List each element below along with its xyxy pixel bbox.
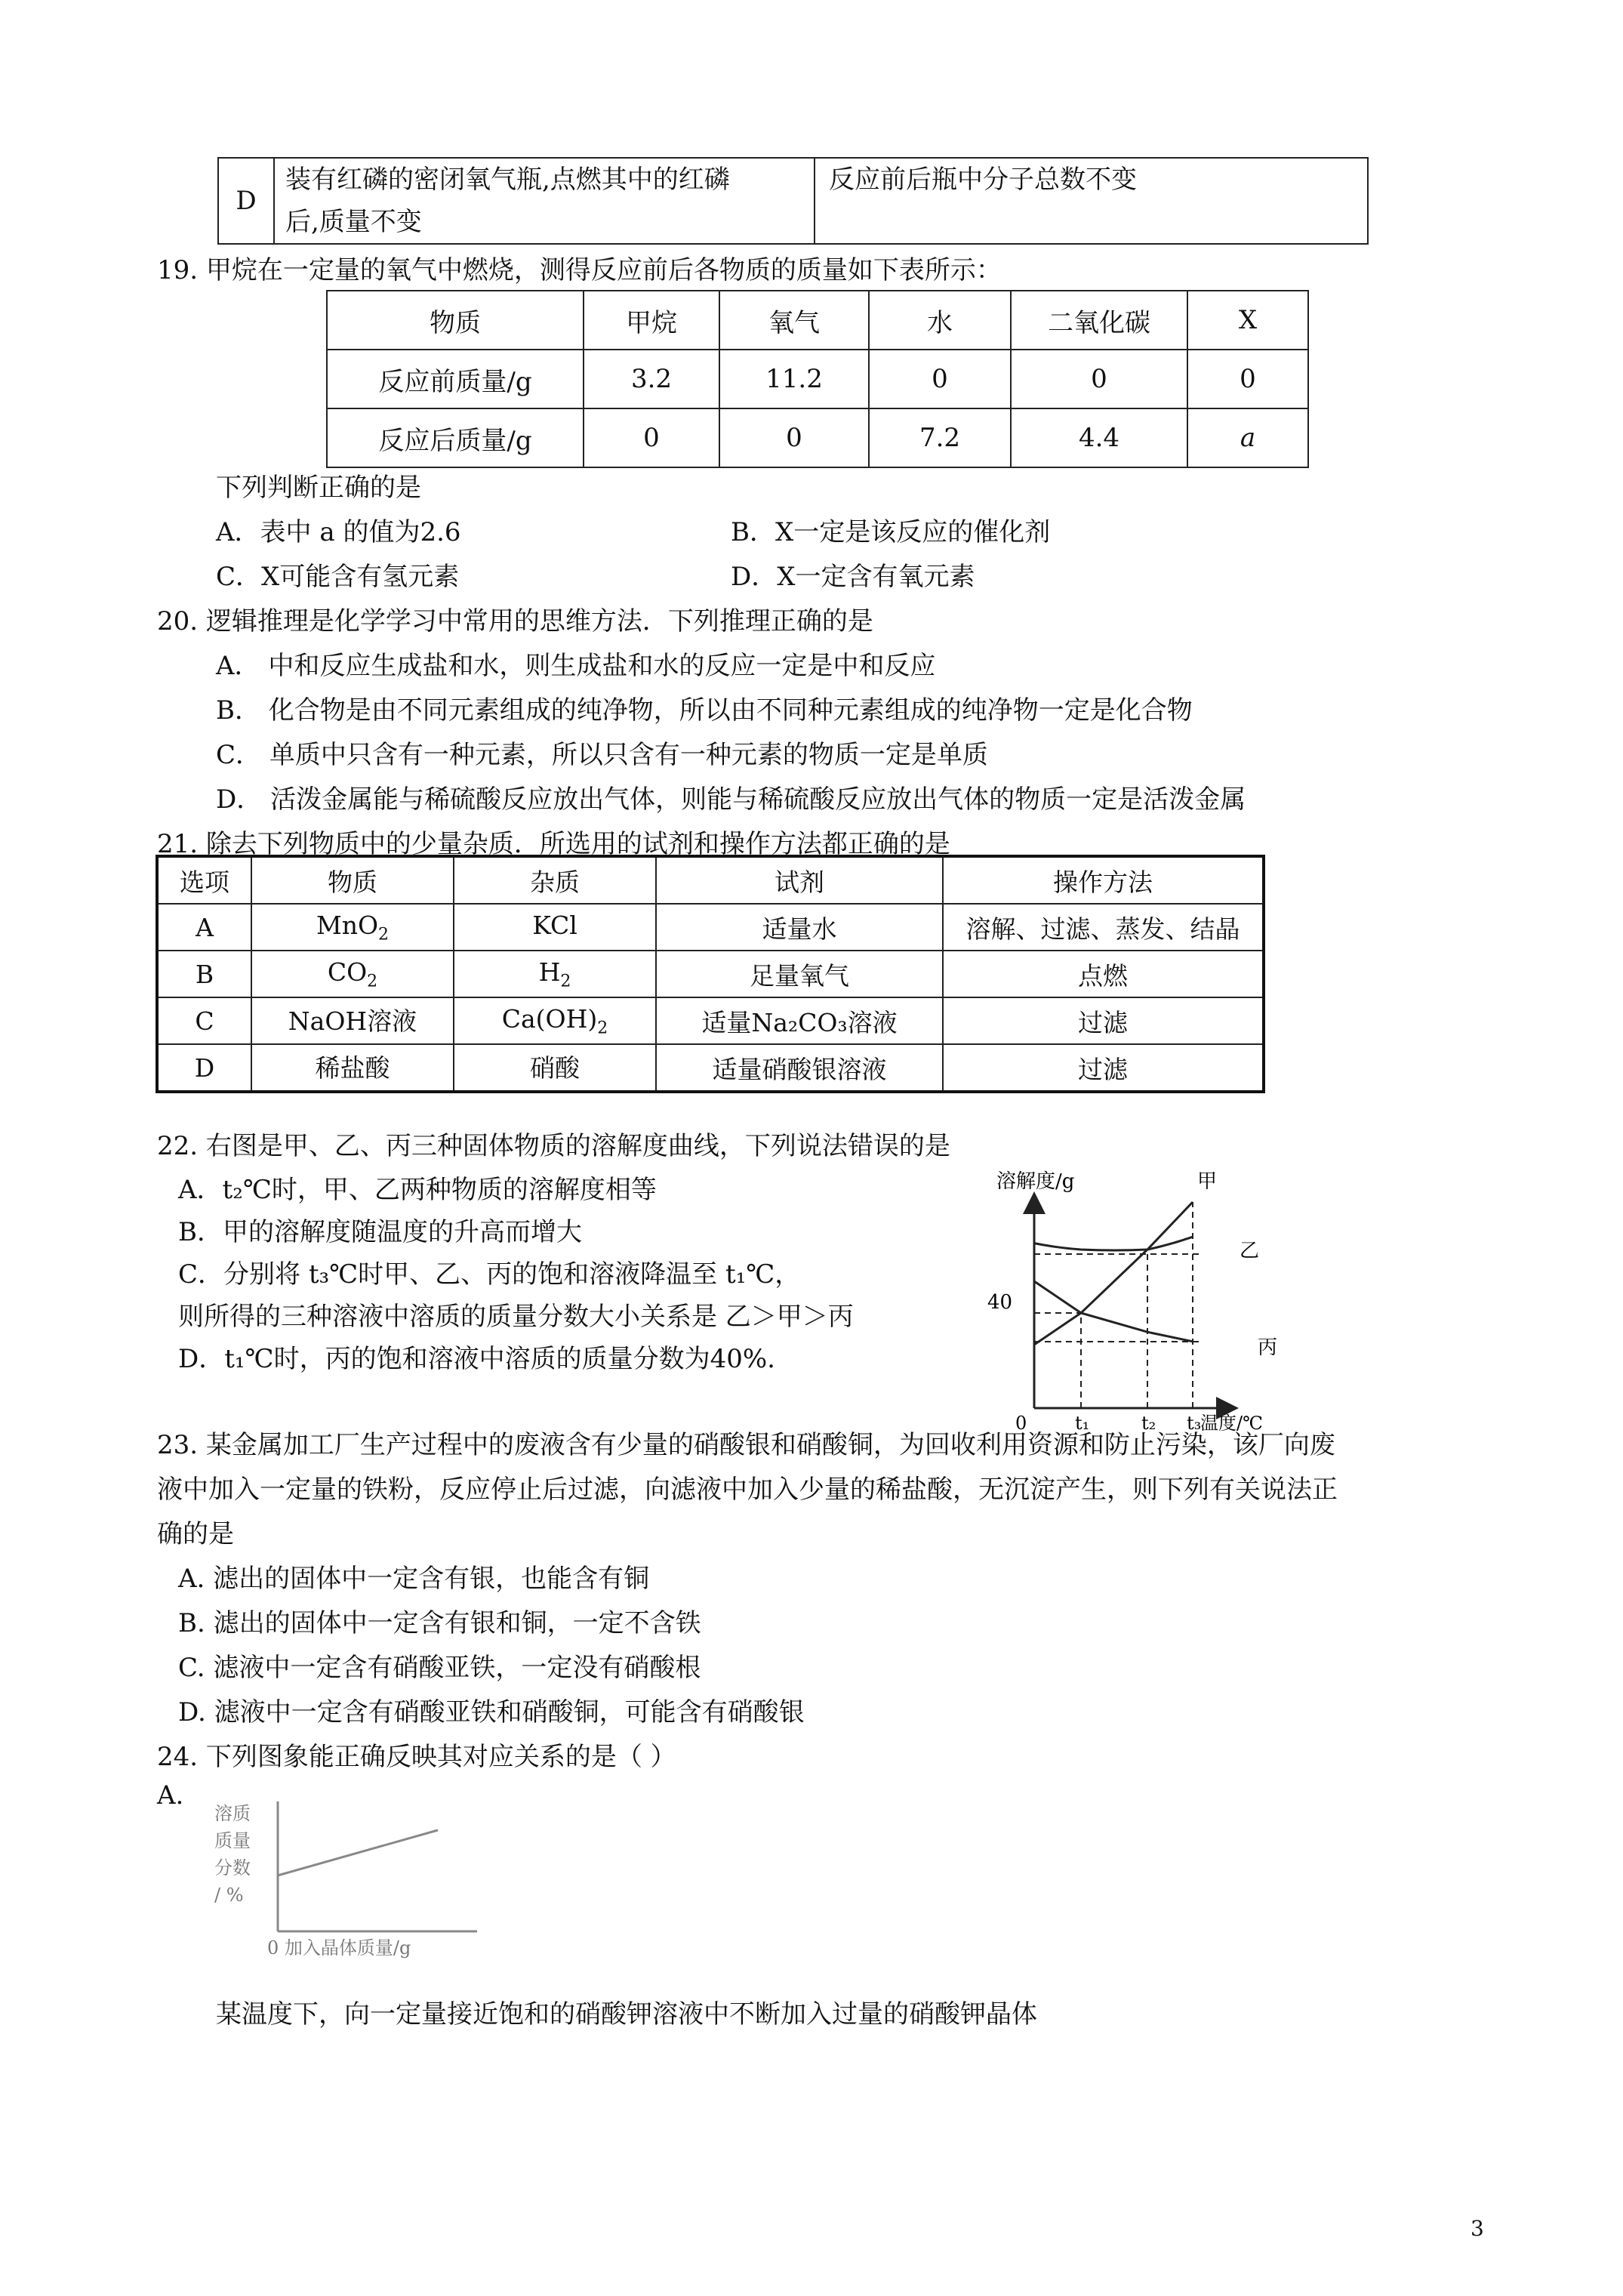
q24-caption: 某温度下，向一定量接近饱和的硝酸钾溶液中不断加入过量的硝酸钾晶体 <box>216 1999 1037 2029</box>
table-cell <box>251 904 454 951</box>
page-number: 3 <box>1471 2216 1484 2241</box>
formula-text: Ca(OH) <box>501 1003 598 1034</box>
table-row <box>157 997 1264 1044</box>
table-row <box>157 856 1264 904</box>
table-cell <box>454 951 656 997</box>
q21-stem: 21. 除去下列物质中的少量杂质．所选用的试剂和操作方法都正确的是 <box>157 829 950 859</box>
mass-fraction-chart <box>204 1795 506 1962</box>
table-cell <box>454 904 656 951</box>
table-header-cell: 氧气 <box>719 291 869 350</box>
table-cell: 0 <box>1011 350 1187 408</box>
y-axis-label: 溶解度/g <box>996 1170 1075 1193</box>
series-label: 乙 <box>1240 1240 1260 1262</box>
q23-option-a: A. 滤出的固体中一定含有银，也能含有铜 <box>178 1564 650 1594</box>
solubility-chart <box>974 1159 1306 1431</box>
formula-text: NaOH溶液 <box>288 1006 417 1036</box>
y-axis-label: / % <box>214 1885 244 1906</box>
formula-text: H <box>538 957 561 987</box>
table-header-cell: X <box>1187 291 1308 350</box>
table-row <box>327 350 1308 408</box>
q20-option-a: A． 中和反应生成盐和水，则生成盐和水的反应一定是中和反应 <box>216 651 936 681</box>
table-cell: 0 <box>1187 350 1308 408</box>
q22-option-b: B．甲的溶解度随温度的升高而增大 <box>178 1217 582 1247</box>
q19-option-d: D．X一定含有氧元素 <box>731 562 975 592</box>
table-cell: 3.2 <box>584 350 719 408</box>
formula-text: KCl <box>532 910 577 940</box>
table-header-cell: 操作方法 <box>943 856 1264 904</box>
x-tick-label: t₃ <box>1187 1413 1202 1431</box>
q20-option-c: C． 单质中只含有一种元素，所以只含有一种元素的物质一定是单质 <box>216 740 988 770</box>
table-cell: 点燃 <box>943 951 1264 997</box>
formula-subscript: 2 <box>597 1019 608 1038</box>
x-axis-label: 温度/℃ <box>1200 1413 1263 1431</box>
formula-subscript: 2 <box>378 925 390 945</box>
series-curve-2 <box>1034 1237 1193 1250</box>
table-cell: 4.4 <box>1011 408 1187 467</box>
table-cell: 0 <box>719 408 869 467</box>
q24-option-a: A. <box>157 1780 184 1811</box>
q19-option-a: A．表中 a 的值为2.6 <box>216 517 461 547</box>
q23-option-c: C. 滤液中一定含有硝酸亚铁，一定没有硝酸根 <box>178 1653 701 1683</box>
table-cell: 适量水 <box>656 904 943 951</box>
table-cell <box>454 997 656 1044</box>
table-cell <box>454 1044 656 1092</box>
formula-subscript: 2 <box>560 972 571 991</box>
q18-desc-line1: 装有红磷的密闭氧气瓶,点燃其中的红磷 <box>285 165 730 195</box>
table-header-cell: 甲烷 <box>584 291 719 350</box>
table-cell: 反应后质量/g <box>327 408 584 467</box>
table-cell: B <box>157 951 251 997</box>
y-axis-label: 质量 <box>214 1830 251 1851</box>
table-cell: a <box>1187 408 1308 467</box>
q19-option-b: B．X一定是该反应的催化剂 <box>731 517 1051 547</box>
table-cell <box>251 951 454 997</box>
q23-stem-line2: 液中加入一定量的铁粉，反应停止后过滤，向滤液中加入少量的稀盐酸，无沉淀产生，则下列有关说法正 <box>157 1475 1338 1505</box>
x-tick-label: t₁ <box>1075 1413 1090 1431</box>
table-cell: 适量硝酸银溶液 <box>656 1044 943 1092</box>
q21-table <box>156 855 1265 1093</box>
data-line <box>278 1830 438 1875</box>
table-cell: 溶解、过滤、蒸发、结晶 <box>943 904 1264 951</box>
q20-option-d: D． 活泼金属能与稀硫酸反应放出气体，则能与稀硫酸反应放出气体的物质一定是活泼金属 <box>216 784 1246 815</box>
table-cell: 0 <box>584 408 719 467</box>
table-header-cell: 二氧化碳 <box>1011 291 1187 350</box>
y-axis-label: 分数 <box>214 1857 251 1878</box>
q18-explanation: 反应前后瓶中分子总数不变 <box>815 158 1368 244</box>
table-header-cell: 选项 <box>157 856 251 904</box>
table-header-cell: 试剂 <box>656 856 943 904</box>
q23-stem-line3: 确的是 <box>157 1519 234 1549</box>
q19-table <box>326 290 1309 468</box>
table-cell: D <box>157 1044 251 1092</box>
x-tick-label: t₂ <box>1141 1413 1156 1431</box>
table-cell: 反应前质量/g <box>327 350 584 408</box>
q23-option-b: B. 滤出的固体中一定含有银和铜，一定不含铁 <box>178 1608 701 1638</box>
table-cell: 0 <box>869 350 1011 408</box>
q22-option-d: D．t₁℃时，丙的饱和溶液中溶质的质量分数为40%. <box>178 1344 775 1374</box>
q19-prompt: 下列判断正确的是 <box>216 473 421 503</box>
q20-stem: 20. 逻辑推理是化学学习中常用的思维方法．下列推理正确的是 <box>157 606 873 636</box>
q19-stem: 19. 甲烷在一定量的氧气中燃烧，测得反应前后各物质的质量如下表所示： <box>157 255 1002 285</box>
table-header-cell: 物质 <box>251 856 454 904</box>
q22-stem: 22. 右图是甲、乙、丙三种固体物质的溶解度曲线，下列说法错误的是 <box>157 1131 950 1161</box>
table-row <box>157 951 1264 997</box>
q18-desc-line2: 后,质量不变 <box>285 207 422 237</box>
y-axis-label: 溶质 <box>214 1803 251 1824</box>
q20-option-b: B． 化合物是由不同元素组成的纯净物，所以由不同种元素组成的纯净物一定是化合物 <box>216 695 1193 726</box>
q22-option-c-line2: 则所得的三种溶液中溶质的质量分数大小关系是 乙＞甲＞丙 <box>178 1302 854 1332</box>
q18-table <box>217 157 1369 245</box>
table-row <box>327 408 1308 467</box>
series-label: 甲 <box>1197 1170 1218 1193</box>
table-cell: 过滤 <box>943 1044 1264 1092</box>
formula-text: 硝酸 <box>530 1052 580 1083</box>
table-cell: 7.2 <box>869 408 1011 467</box>
table-header-cell: 水 <box>869 291 1011 350</box>
table-row <box>157 1044 1264 1092</box>
table-cell <box>251 997 454 1044</box>
series-curve-3 <box>1034 1281 1193 1342</box>
table-cell <box>251 1044 454 1092</box>
q22-option-a: A．t₂℃时，甲、乙两种物质的溶解度相等 <box>178 1175 657 1205</box>
q24-stem: 24. 下列图象能正确反映其对应关系的是（ ） <box>157 1742 676 1772</box>
table-cell: 11.2 <box>719 350 869 408</box>
table-row <box>157 904 1264 951</box>
table-cell: 足量氧气 <box>656 951 943 997</box>
table-header-cell: 物质 <box>327 291 584 350</box>
q23-stem-line1: 23. 某金属加工厂生产过程中的废液含有少量的硝酸银和硝酸铜，为回收利用资源和防止污染，该厂向废 <box>157 1430 1335 1460</box>
table-header-cell: 杂质 <box>454 856 656 904</box>
x-axis-label: 0 加入晶体质量/g <box>267 1937 411 1959</box>
q18-option: D <box>218 158 274 244</box>
table-cell: 适量Na₂CO₃溶液 <box>656 997 943 1044</box>
table-cell: A <box>157 904 251 951</box>
table-cell: C <box>157 997 251 1044</box>
formula-text: 稀盐酸 <box>315 1052 390 1083</box>
series-label: 丙 <box>1258 1336 1278 1359</box>
formula-text: CO <box>327 957 368 987</box>
q23-option-d: D. 滤液中一定含有硝酸亚铁和硝酸铜，可能含有硝酸银 <box>178 1697 805 1727</box>
formula-subscript: 2 <box>367 972 378 991</box>
q19-option-c: C．X可能含有氢元素 <box>216 562 460 592</box>
formula-text: MnO <box>316 910 379 940</box>
chart-marks <box>1034 1202 1201 1431</box>
table-row <box>327 291 1308 350</box>
q22-option-c-line1: C．分别将 t₃℃时甲、乙、丙的饱和溶液降温至 t₁℃， <box>178 1259 801 1290</box>
table-cell: 过滤 <box>943 997 1264 1044</box>
q18-description <box>274 158 815 244</box>
origin-label: 0 <box>1015 1413 1027 1431</box>
y-tick-label: 40 <box>987 1291 1013 1314</box>
